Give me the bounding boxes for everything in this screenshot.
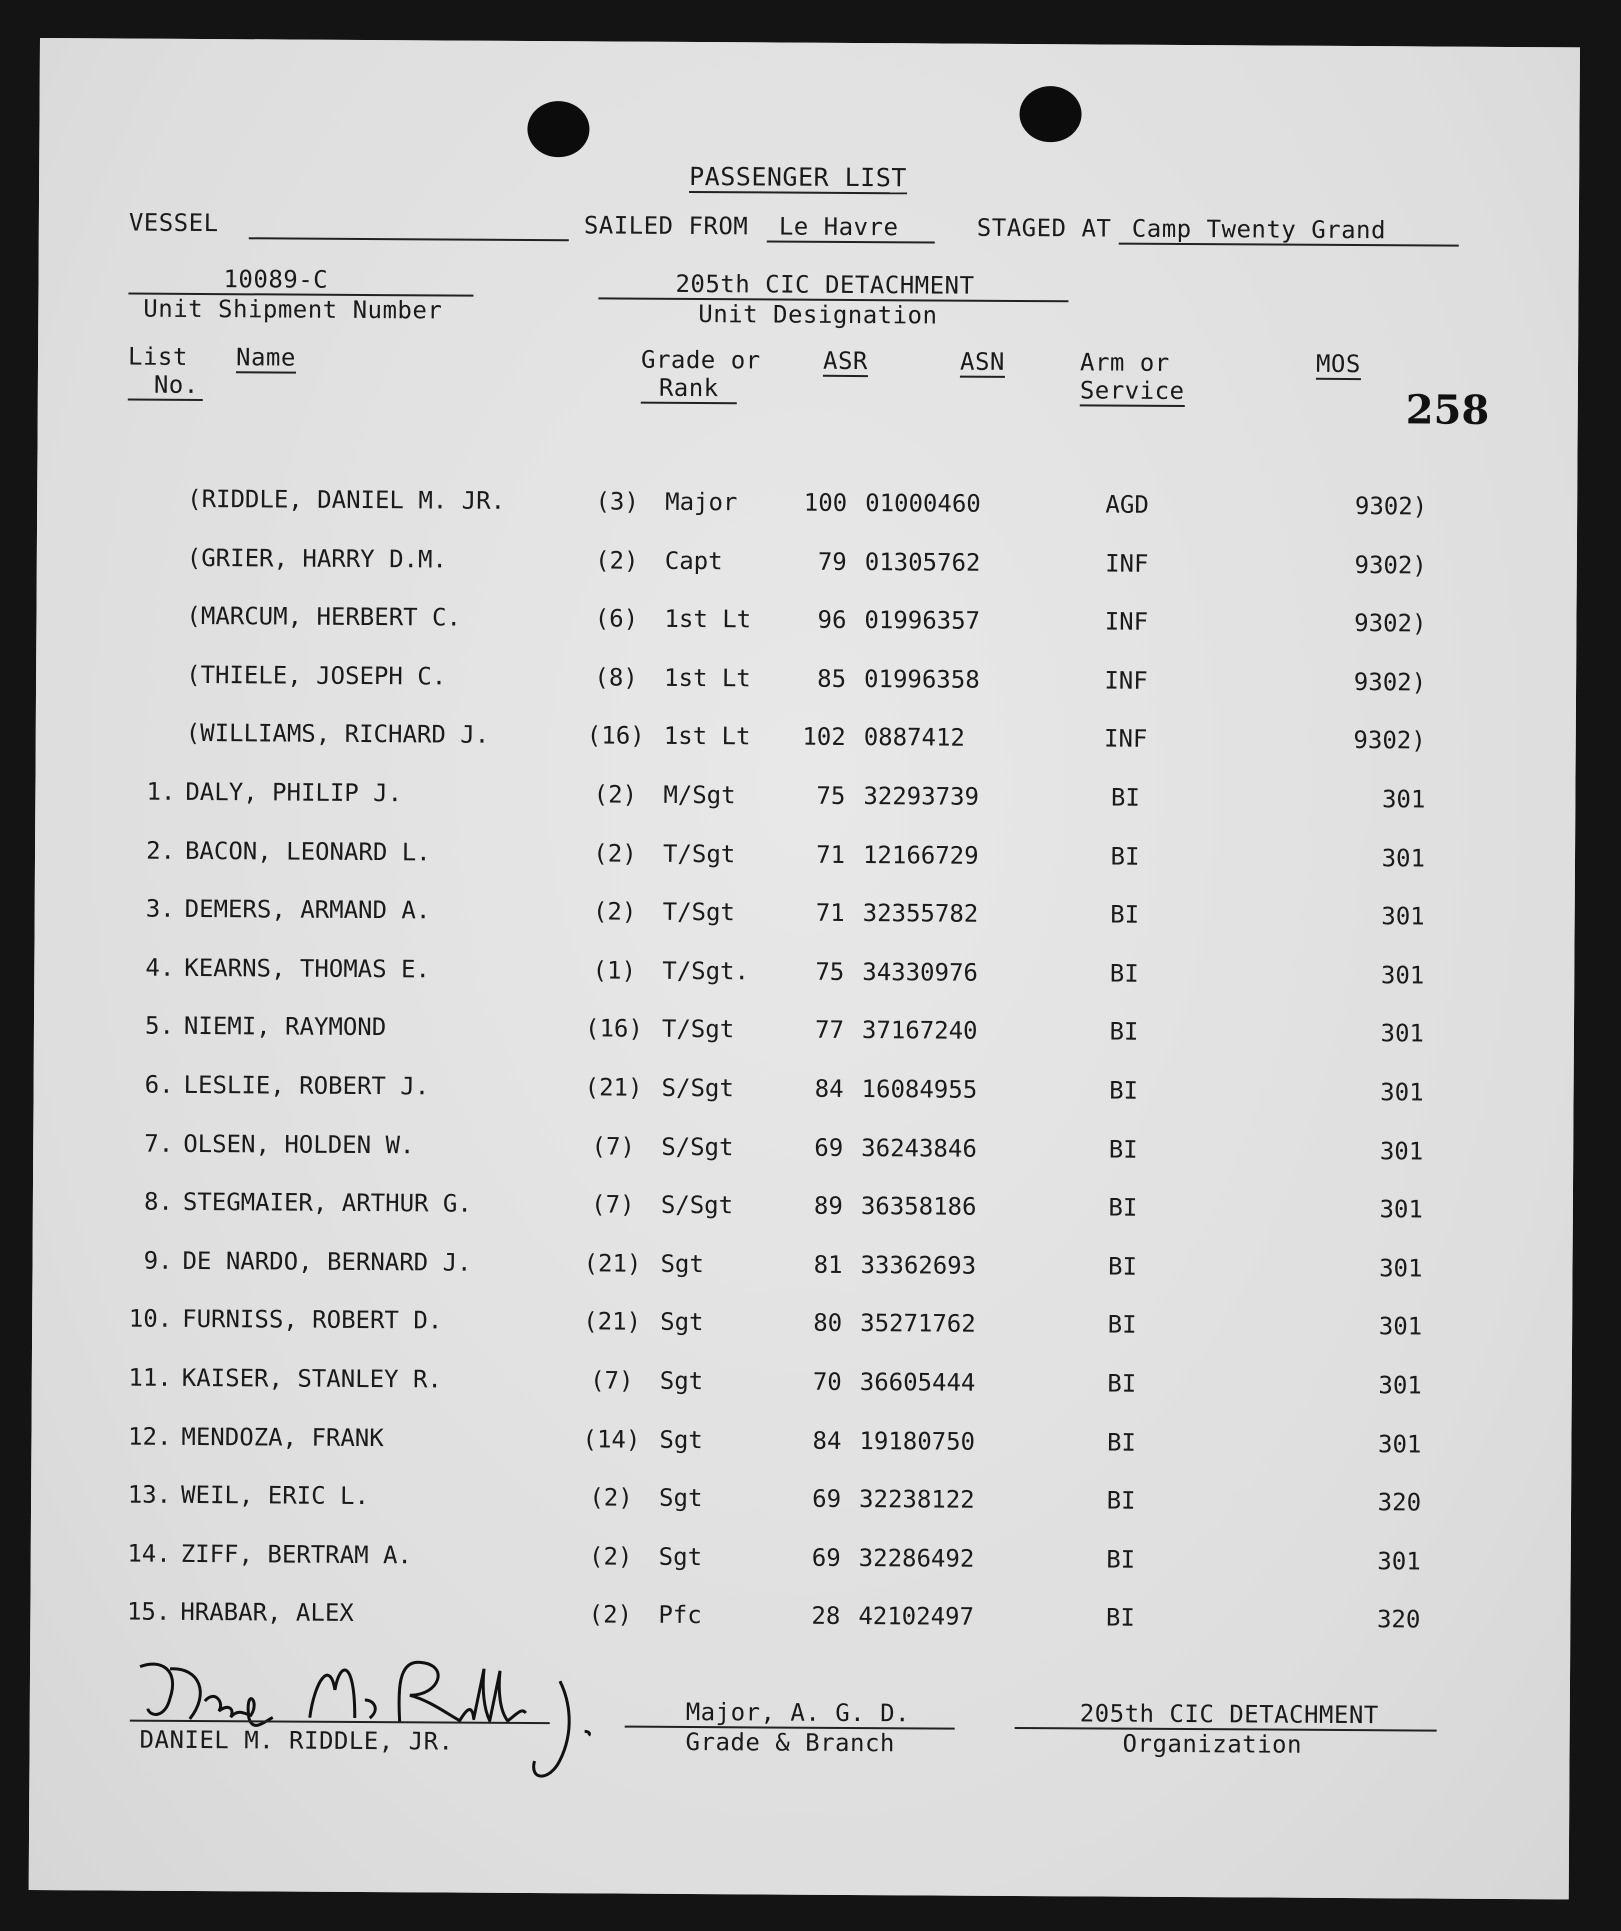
grade-code: (16) — [584, 1014, 643, 1044]
table-row — [31, 1416, 1571, 1465]
mos-code: 9302) — [1354, 550, 1427, 580]
asr-score: 84 — [814, 1074, 844, 1103]
asr-score: 85 — [817, 664, 847, 693]
grade-rank: T/Sgt — [662, 898, 736, 927]
sailed-from-line — [767, 240, 935, 243]
serial-number: 0887412 — [863, 723, 965, 753]
header-asn: ASN — [959, 347, 1005, 376]
punch-hole-left — [527, 101, 589, 157]
passenger-name: HRABAR, ALEX — [180, 1598, 354, 1628]
grade-code: (2) — [593, 780, 638, 809]
asr-score: 77 — [814, 1016, 845, 1045]
grade-code: (14) — [582, 1424, 641, 1454]
passenger-name: (RIDDLE, DANIEL M. JR. — [187, 484, 506, 515]
serial-number: 01996358 — [864, 664, 980, 694]
passenger-name: STEGMAIER, ARTHUR G. — [182, 1188, 472, 1218]
grade-rank: Sgt — [659, 1366, 704, 1396]
passenger-name: (WILLIAMS, RICHARD J. — [185, 719, 490, 750]
mos-code: 301 — [1378, 1312, 1423, 1341]
serial-number: 16084955 — [861, 1075, 978, 1104]
arm-service: BI — [1108, 1135, 1138, 1164]
arm-service: BI — [1106, 1428, 1136, 1457]
staged-at-label: STAGED AT — [976, 213, 1112, 243]
mos-code: 9302) — [1354, 609, 1427, 638]
grade-code: (2) — [592, 897, 637, 926]
serial-number: 01996357 — [864, 606, 981, 635]
list-number: 15. — [126, 1597, 171, 1627]
mos-code: 320 — [1377, 1488, 1422, 1517]
mos-code: 301 — [1381, 843, 1426, 873]
grade-branch-value: Major, A. G. D. — [685, 1697, 911, 1728]
table-row — [34, 1005, 1574, 1054]
arm-service: BI — [1106, 1486, 1136, 1515]
header-list-no-2: No. — [128, 371, 203, 401]
passenger-name: (GRIER, HARRY D.M. — [186, 543, 448, 574]
table-row — [36, 712, 1576, 761]
header-grade-1: Grade or — [640, 345, 761, 375]
asr-score: 102 — [802, 723, 846, 752]
table-row — [32, 1298, 1572, 1347]
list-number: 3. — [145, 894, 175, 924]
table-row — [35, 771, 1575, 820]
table-row — [37, 537, 1577, 586]
grade-code: (21) — [584, 1073, 643, 1102]
table-row — [33, 1064, 1573, 1113]
arm-service: BI — [1107, 1252, 1138, 1281]
table-row — [33, 1181, 1573, 1230]
arm-service: BI — [1107, 1369, 1137, 1398]
grade-code: (8) — [594, 663, 638, 692]
handwritten-signature — [129, 1639, 650, 1792]
grade-rank: 1st Lt — [663, 722, 751, 751]
passenger-name: MENDOZA, FRANK — [181, 1422, 384, 1452]
serial-number: 32355782 — [862, 899, 979, 928]
passenger-name: (THIELE, JOSEPH C. — [186, 660, 447, 691]
serial-number: 12166729 — [862, 840, 979, 870]
arm-service: BI — [1107, 1310, 1137, 1340]
passenger-name: LESLIE, ROBERT J. — [183, 1070, 430, 1101]
arm-service: BI — [1108, 1193, 1138, 1222]
asr-score: 70 — [812, 1367, 842, 1396]
header-arm-2: Service — [1079, 376, 1185, 405]
passenger-name: KEARNS, THOMAS E. — [184, 953, 431, 984]
passenger-name: NIEMI, RAYMOND — [183, 1012, 387, 1042]
list-number: 7. — [144, 1129, 174, 1158]
grade-code: (2) — [588, 1542, 633, 1571]
mos-code: 301 — [1380, 1078, 1424, 1107]
list-number: 1. — [146, 777, 176, 806]
list-number: 10. — [128, 1304, 173, 1334]
grade-rank: Sgt — [659, 1483, 703, 1513]
document-sheet — [29, 38, 1580, 1899]
serial-number: 19180750 — [859, 1426, 976, 1456]
grade-code: (7) — [591, 1131, 635, 1161]
mos-code: 301 — [1381, 785, 1426, 814]
asr-score: 84 — [812, 1426, 842, 1455]
table-row — [35, 888, 1575, 937]
vessel-label: VESSEL — [128, 208, 219, 238]
sailed-from-value: Le Havre — [778, 212, 899, 242]
mos-code: 301 — [1378, 1371, 1422, 1400]
passenger-name: DALY, PHILIP J. — [185, 777, 403, 808]
grade-rank: 1st Lt — [664, 663, 751, 693]
signer-name: DANIEL M. RIDDLE, JR. — [139, 1725, 454, 1756]
grade-rank: Pfc — [658, 1601, 702, 1630]
grade-rank: S/Sgt — [660, 1191, 734, 1220]
table-row — [34, 947, 1574, 996]
grade-code: (1) — [592, 956, 637, 985]
grade-code: (21) — [583, 1249, 642, 1278]
header-grade-2: Rank — [641, 374, 737, 405]
list-number: 4. — [145, 953, 175, 982]
list-number: 14. — [127, 1539, 171, 1568]
arm-service: INF — [1103, 724, 1148, 754]
list-number: 9. — [143, 1246, 173, 1275]
grade-rank: Sgt — [660, 1308, 704, 1337]
header-name: Name — [235, 343, 296, 372]
arm-service: BI — [1105, 1603, 1135, 1633]
header-arm-1: Arm or — [1079, 348, 1170, 377]
grade-code: (7) — [591, 1190, 635, 1219]
grade-rank: Major — [665, 487, 738, 517]
table-row — [36, 654, 1576, 703]
grade-rank: Capt — [664, 546, 723, 575]
table-row — [30, 1591, 1570, 1640]
passenger-name: KAISER, STANLEY R. — [181, 1363, 442, 1394]
header-list-no-1: List — [127, 342, 188, 371]
list-number: 5. — [144, 1012, 175, 1041]
grade-code: (6) — [594, 604, 639, 633]
page-number-stamp: 258 — [1405, 386, 1490, 434]
list-number: 13. — [127, 1480, 172, 1510]
serial-number: 33362693 — [860, 1250, 977, 1280]
list-number: 2. — [146, 836, 176, 865]
table-row — [31, 1533, 1571, 1582]
mos-code: 301 — [1379, 1254, 1423, 1283]
serial-number: 34330976 — [862, 957, 978, 987]
table-row — [33, 1123, 1573, 1172]
grade-code: (2) — [588, 1600, 633, 1630]
asr-score: 75 — [815, 957, 845, 986]
shipment-number-label: Unit Shipment Number — [143, 294, 443, 325]
grade-rank: T/Sgt — [662, 839, 736, 868]
unit-designation-label: Unit Designation — [698, 300, 938, 330]
asr-score: 100 — [803, 488, 848, 517]
table-row — [36, 595, 1576, 644]
grade-rank: T/Sgt. — [662, 956, 750, 986]
passenger-name: OLSEN, HOLDEN W. — [183, 1129, 415, 1159]
arm-service: BI — [1110, 900, 1140, 929]
asr-score: 69 — [814, 1133, 844, 1162]
table-row — [35, 830, 1575, 879]
list-number: 12. — [128, 1422, 172, 1451]
table-row — [31, 1474, 1571, 1523]
asr-score: 96 — [817, 605, 847, 635]
serial-number: 36358186 — [860, 1192, 977, 1221]
grade-rank: T/Sgt — [661, 1015, 735, 1044]
sailed-from-label: SAILED FROM — [583, 211, 749, 241]
staged-at-line — [1119, 243, 1459, 247]
asr-score: 80 — [813, 1309, 843, 1338]
table-row — [32, 1240, 1572, 1289]
mos-code: 301 — [1377, 1546, 1421, 1576]
document-title: PASSENGER LIST — [689, 161, 907, 193]
asr-score: 71 — [815, 898, 845, 928]
grade-rank: Sgt — [660, 1249, 704, 1278]
mos-code: 301 — [1379, 1195, 1423, 1224]
serial-number: 37167240 — [861, 1016, 978, 1046]
grade-rank: Sgt — [658, 1542, 703, 1571]
arm-service: INF — [1104, 607, 1149, 636]
grade-rank: S/Sgt — [661, 1132, 734, 1161]
passenger-name: DEMERS, ARMAND A. — [184, 895, 431, 925]
serial-number: 36243846 — [861, 1133, 977, 1163]
asr-score: 79 — [817, 547, 847, 576]
grade-rank: S/Sgt — [661, 1073, 734, 1103]
organization-label: Organization — [1122, 1729, 1303, 1759]
grade-rank: 1st Lt — [664, 605, 752, 634]
table-row — [37, 478, 1577, 527]
asr-score: 81 — [813, 1250, 843, 1279]
arm-service: INF — [1104, 666, 1148, 695]
serial-number: 01000460 — [865, 489, 981, 518]
mos-code: 9302) — [1353, 667, 1427, 697]
asr-score: 75 — [816, 781, 846, 810]
arm-service: INF — [1105, 549, 1149, 578]
mos-code: 301 — [1379, 1136, 1424, 1166]
mos-code: 301 — [1380, 961, 1425, 990]
passenger-name: DE NARDO, BERNARD J. — [182, 1246, 472, 1277]
passenger-name: WEIL, ERIC L. — [181, 1481, 370, 1511]
grade-code: (2) — [593, 838, 637, 868]
list-number: 8. — [143, 1187, 173, 1217]
arm-service: BI — [1106, 1545, 1136, 1574]
passenger-name: BACON, LEONARD L. — [184, 836, 431, 866]
grade-code: (21) — [583, 1307, 642, 1337]
serial-number: 32238122 — [859, 1485, 975, 1514]
unit-designation-value: 205th CIC DETACHMENT — [675, 269, 975, 300]
asr-score: 28 — [811, 1602, 841, 1631]
organization-value: 205th CIC DETACHMENT — [1079, 1699, 1379, 1730]
vessel-field-line — [249, 237, 569, 241]
arm-service: BI — [1110, 783, 1140, 812]
grade-code: (2) — [589, 1483, 633, 1512]
mos-code: 301 — [1380, 1019, 1425, 1048]
asr-score: 89 — [813, 1191, 843, 1221]
arm-service: BI — [1109, 959, 1139, 988]
punch-hole-right — [1019, 86, 1081, 142]
passenger-name: ZIFF, BERTRAM A. — [180, 1539, 413, 1570]
passenger-name: FURNISS, ROBERT D. — [182, 1305, 443, 1335]
mos-code: 301 — [1381, 902, 1425, 931]
serial-number: 35271762 — [860, 1309, 976, 1339]
mos-code: 9302) — [1354, 492, 1428, 521]
header-asr: ASR — [822, 346, 868, 376]
asr-score: 69 — [811, 1543, 841, 1572]
grade-rank: M/Sgt — [663, 780, 736, 810]
mos-code: 9302) — [1353, 726, 1426, 755]
arm-service: BI — [1109, 1017, 1139, 1047]
table-row — [32, 1357, 1572, 1406]
shipment-number-value: 10089-C — [223, 265, 329, 294]
grade-code: (7) — [590, 1366, 634, 1395]
arm-service: BI — [1110, 842, 1140, 871]
serial-number: 36605444 — [859, 1368, 976, 1397]
header-mos: MOS — [1315, 349, 1361, 379]
serial-number: 32286492 — [858, 1543, 975, 1573]
list-number: 11. — [128, 1363, 172, 1392]
grade-code: (3) — [595, 487, 639, 516]
serial-number: 32293739 — [863, 782, 980, 811]
grade-code: (16) — [586, 721, 645, 751]
mos-code: 320 — [1376, 1605, 1421, 1634]
grade-code: (2) — [595, 545, 639, 575]
list-number: 6. — [144, 1070, 174, 1099]
asr-score: 69 — [812, 1484, 842, 1514]
arm-service: AGD — [1105, 490, 1149, 519]
staged-at-value: Camp Twenty Grand — [1131, 214, 1387, 245]
grade-branch-label: Grade & Branch — [685, 1727, 895, 1758]
serial-number: 42102497 — [858, 1602, 975, 1632]
serial-number: 01305762 — [864, 547, 981, 577]
asr-score: 71 — [816, 840, 846, 869]
mos-code: 301 — [1377, 1429, 1422, 1459]
arm-service: BI — [1109, 1076, 1139, 1105]
passenger-name: (MARCUM, HERBERT C. — [186, 602, 462, 632]
grade-rank: Sgt — [659, 1425, 703, 1454]
